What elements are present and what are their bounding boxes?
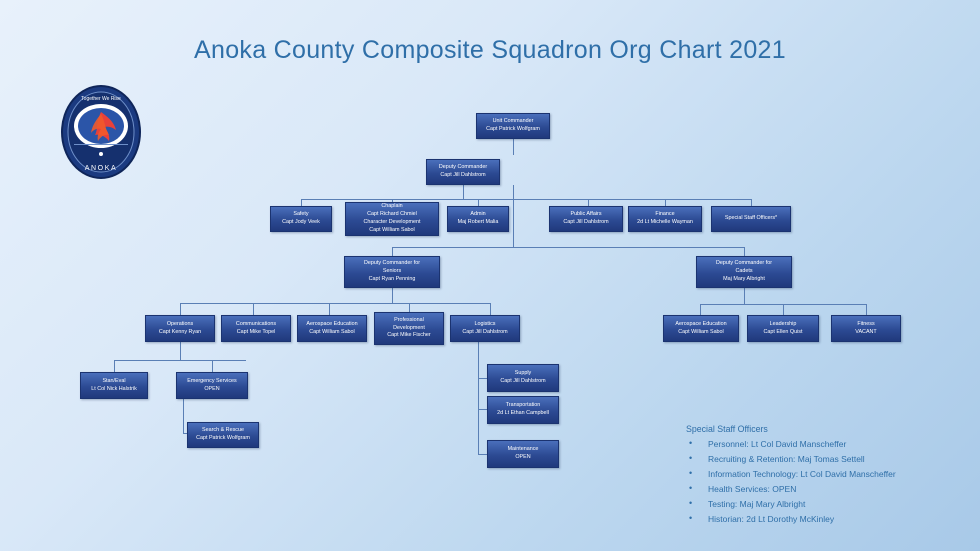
anoka-squadron-emblem: [58, 84, 144, 180]
connector: [212, 360, 213, 372]
connector: [588, 199, 589, 206]
connector: [301, 199, 751, 200]
node-line: Lt Col Nick Halstrik: [91, 385, 137, 392]
emblem-top-text: Together We Rise: [81, 96, 121, 102]
node-line: Transportation: [505, 402, 541, 409]
connector: [301, 199, 302, 206]
node-line: Maj Mary Albright: [723, 275, 765, 282]
node-finance[interactable]: [628, 206, 702, 232]
node-maintenance[interactable]: [487, 440, 559, 468]
node-line: Logistics: [474, 320, 496, 327]
node-stan-eval[interactable]: [80, 372, 148, 399]
node-special-staff-officers[interactable]: [711, 206, 791, 232]
node-communications[interactable]: [221, 315, 291, 342]
legend-item: • Information Technology: Lt Col David Manscheffer: [686, 470, 966, 479]
connector: [490, 303, 491, 315]
node-line: Aerospace Education: [675, 320, 727, 327]
node-line: Deputy Commander for: [715, 260, 773, 267]
node-line: Capt Kenny Ryan: [158, 328, 202, 335]
node-line: Chaplain: [381, 203, 403, 210]
connector: [329, 303, 330, 315]
node-deputy-commander-seniors[interactable]: [344, 256, 440, 288]
node-public-affairs[interactable]: [549, 206, 623, 232]
node-line: 2d Lt Michelle Wayman: [637, 219, 693, 225]
connector: [700, 304, 701, 315]
node-line: Fitness: [857, 320, 875, 327]
connector: [751, 199, 752, 206]
node-aerospace-education-cadet[interactable]: [663, 315, 739, 342]
connector: [866, 304, 867, 315]
connector: [180, 342, 181, 360]
node-line: Character Development: [363, 219, 421, 225]
connector: [478, 409, 479, 454]
node-line: Unit Commander: [492, 118, 534, 125]
node-line: Capt Jill Dahlstrom: [563, 219, 609, 225]
connector: [513, 185, 514, 247]
node-line: Capt William Sabol: [309, 328, 355, 335]
connector: [478, 378, 487, 379]
connector: [392, 247, 513, 248]
node-transportation[interactable]: [487, 396, 559, 424]
node-line: Deputy Commander for: [363, 260, 421, 267]
node-supply[interactable]: [487, 364, 559, 392]
node-line: Capt Jody Veek: [282, 219, 320, 225]
connector: [513, 247, 744, 248]
node-line: Capt Richard Chmiel: [367, 211, 417, 218]
connector: [478, 454, 487, 455]
connector: [392, 288, 393, 303]
node-line: Capt William Sabol: [369, 226, 415, 233]
legend-item: • Health Services: OPEN: [686, 485, 966, 494]
node-line: Capt Mike Topel: [236, 328, 276, 335]
connector: [513, 139, 514, 155]
connector: [478, 378, 479, 409]
node-professional-development[interactable]: [374, 312, 444, 345]
page-title: Anoka County Composite Squadron Org Chart 2021: [194, 36, 786, 64]
node-line: Capt Jill Dahlstrom: [440, 172, 486, 178]
node-line: Professional: [394, 316, 424, 323]
node-line: Capt Jill Dahlstrom: [462, 328, 508, 335]
node-line: Communications: [235, 320, 277, 327]
node-unit-commander[interactable]: [476, 113, 550, 139]
node-line: Capt Ryan Penning: [368, 275, 416, 282]
legend-item: • Recruiting & Retention: Maj Tomas Settell: [686, 455, 966, 464]
connector: [114, 360, 115, 372]
connector: [253, 303, 254, 315]
node-line: Finance: [655, 211, 675, 218]
connector: [183, 399, 184, 433]
connector: [665, 199, 666, 206]
legend-item: • Historian: 2d Lt Dorothy McKinley: [686, 515, 966, 524]
connector: [392, 247, 393, 256]
node-line: Special Staff Officers*: [724, 215, 778, 222]
connector: [744, 247, 745, 256]
legend-item: • Testing: Maj Mary Albright: [686, 500, 966, 509]
node-line: Operations: [166, 320, 194, 327]
node-line: Stan/Eval: [102, 377, 126, 384]
emblem-bottom-text: ANOKA: [84, 165, 118, 172]
node-search-and-rescue[interactable]: [187, 422, 259, 448]
connector: [478, 409, 487, 410]
connector: [409, 303, 410, 312]
connector: [478, 199, 479, 206]
node-fitness[interactable]: [831, 315, 901, 342]
node-line: Public Affairs: [570, 211, 602, 218]
node-admin[interactable]: [447, 206, 509, 232]
node-line: Development: [393, 324, 425, 331]
node-leadership[interactable]: [747, 315, 819, 342]
connector: [783, 304, 784, 315]
node-line: Capt Jill Dahlstrom: [500, 378, 546, 384]
connector: [744, 288, 745, 304]
node-line: Cadets: [735, 268, 753, 275]
node-chaplain[interactable]: [345, 202, 439, 236]
node-line: Capt Patrick Wolfgram: [196, 435, 250, 441]
node-line: Deputy Commander: [438, 164, 488, 171]
node-line: Seniors: [382, 268, 402, 275]
node-line: Emergency Services: [187, 377, 237, 384]
node-safety[interactable]: [270, 206, 332, 232]
node-emergency-services[interactable]: [176, 372, 248, 399]
node-line: Capt Ellen Quist: [763, 328, 803, 335]
node-line: Safety: [293, 211, 309, 218]
connector: [478, 342, 479, 378]
node-deputy-commander-cadets[interactable]: [696, 256, 792, 288]
node-line: Capt Mike Fischer: [387, 332, 431, 339]
node-line: Search & Rescue: [202, 427, 244, 434]
node-operations[interactable]: [145, 315, 215, 342]
node-line: Aerospace Education: [306, 320, 358, 327]
node-line: Admin: [470, 211, 486, 218]
legend-list: [686, 440, 966, 524]
node-line: Capt Patrick Wolfgram: [486, 126, 540, 132]
legend-item: • Personnel: Lt Col David Manscheffer: [686, 440, 966, 449]
node-line: VACANT: [855, 328, 877, 335]
node-line: Capt William Sabol: [678, 328, 724, 335]
node-line: Maintenance: [507, 446, 539, 453]
connector: [180, 303, 490, 304]
special-staff-officers-legend: [686, 425, 966, 530]
node-line: Leadership: [769, 320, 797, 327]
node-line: OPEN: [204, 385, 220, 392]
node-logistics[interactable]: [450, 315, 520, 342]
node-line: 2d Lt Ethan Campbell: [497, 410, 549, 416]
node-aerospace-education-senior[interactable]: [297, 315, 367, 342]
node-line: Maj Robert Malia: [457, 219, 499, 225]
node-line: Supply: [514, 370, 532, 377]
legend-title: Special Staff Officers: [686, 424, 768, 434]
connector: [114, 360, 246, 361]
node-line: OPEN: [515, 454, 531, 460]
connector: [463, 185, 464, 199]
connector: [180, 303, 181, 315]
node-deputy-commander[interactable]: [426, 159, 500, 185]
